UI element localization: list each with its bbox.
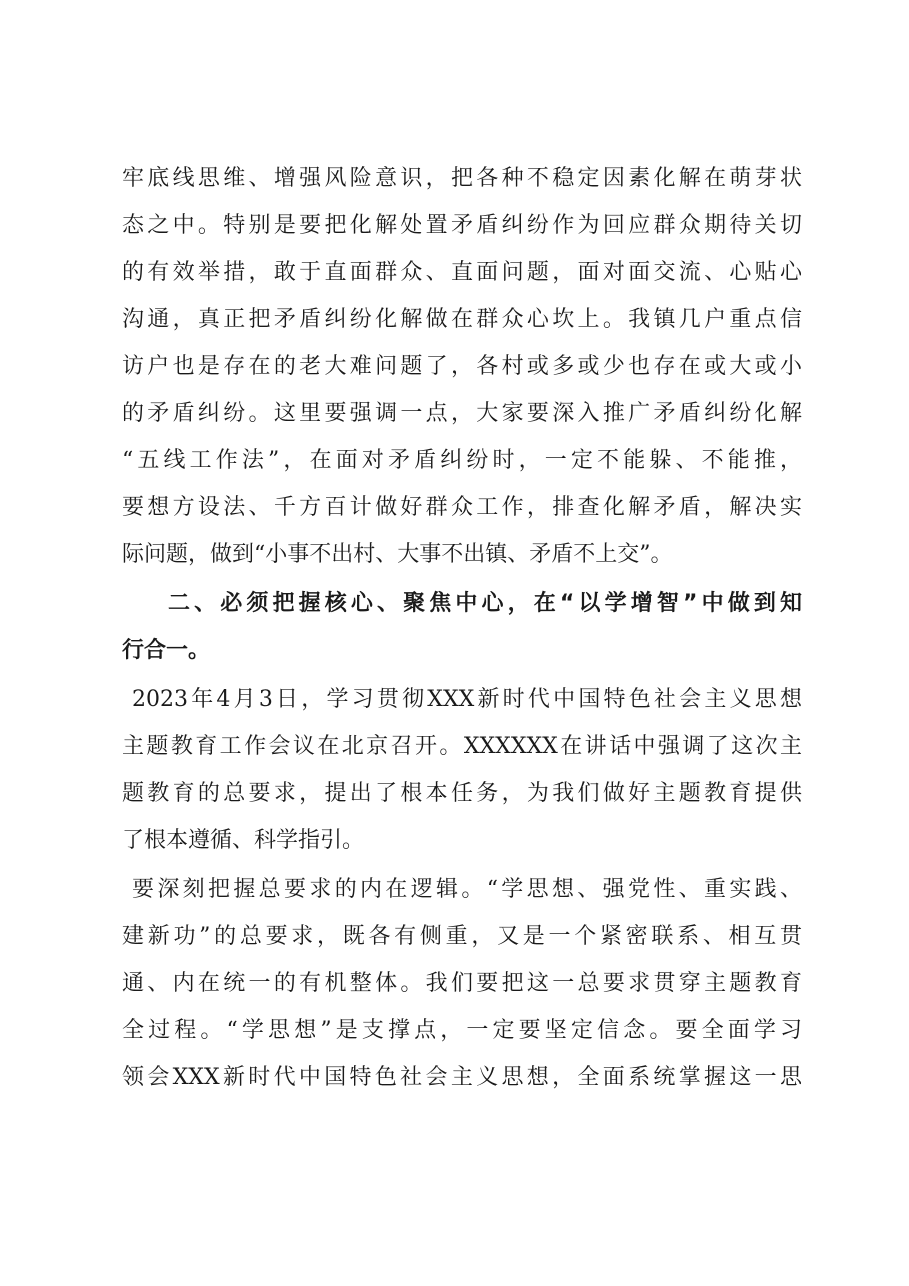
- body-text-line: 题教育的总要求，提出了根本任务，为我们做好主题教育提供: [122, 781, 802, 806]
- body-text-line: 要想方设法、千方百计做好群众工作，排查化解矛盾，解决实: [122, 495, 802, 520]
- body-text-line: 通、内在统一的有机整体。我们要把这一总要求贯穿主题教育: [122, 971, 802, 996]
- body-text-line: 的矛盾纠纷。这里要强调一点，大家要深入推广矛盾纠纷化解: [122, 401, 802, 426]
- body-text-line: 主题教育工作会议在北京召开。XXXXXX在讲话中强调了这次主: [122, 734, 802, 759]
- body-text-line: 了根本遵循、科学指引。: [122, 828, 365, 853]
- body-text-line: 的有效举措，敢于直面群众、直面问题，面对面交流、心贴心: [122, 260, 802, 285]
- body-text-line: 沟通，真正把矛盾纠纷化解做在群众心坎上。我镇几户重点信: [122, 307, 802, 332]
- body-text-line: 领会XXX新时代中国特色社会主义思想，全面系统掌握这一思: [122, 1065, 802, 1090]
- body-text-line: 牢底线思维、增强风险意识，把各种不稳定因素化解在萌芽状: [122, 166, 802, 191]
- section-heading: 二、必须把握核心、聚焦中心，在“以学增智”中做到知: [168, 591, 802, 616]
- body-text-line: 态之中。特别是要把化解处置矛盾纠纷作为回应群众期待关切: [122, 213, 802, 238]
- body-text-line: 2023年4月3日，学习贯彻XXX新时代中国特色社会主义思想: [132, 687, 802, 712]
- body-text-line: 访户也是存在的老大难问题了，各村或多或少也存在或大或小: [122, 354, 802, 379]
- body-text-line: 建新功”的总要求，既各有侧重，又是一个紧密联系、相互贯: [122, 924, 802, 949]
- body-text-line: 际问题，做到“小事不出村、大事不出镇、矛盾不上交”。: [122, 542, 673, 567]
- section-heading: 行合一。: [122, 638, 211, 663]
- body-text-line: “五线工作法”，在面对矛盾纠纷时，一定不能躲、不能推，: [122, 448, 802, 473]
- body-text-line: 要深刻把握总要求的内在逻辑。“学思想、强党性、重实践、: [132, 877, 802, 902]
- body-text-line: 全过程。“学思想”是支撑点，一定要坚定信念。要全面学习: [122, 1018, 802, 1043]
